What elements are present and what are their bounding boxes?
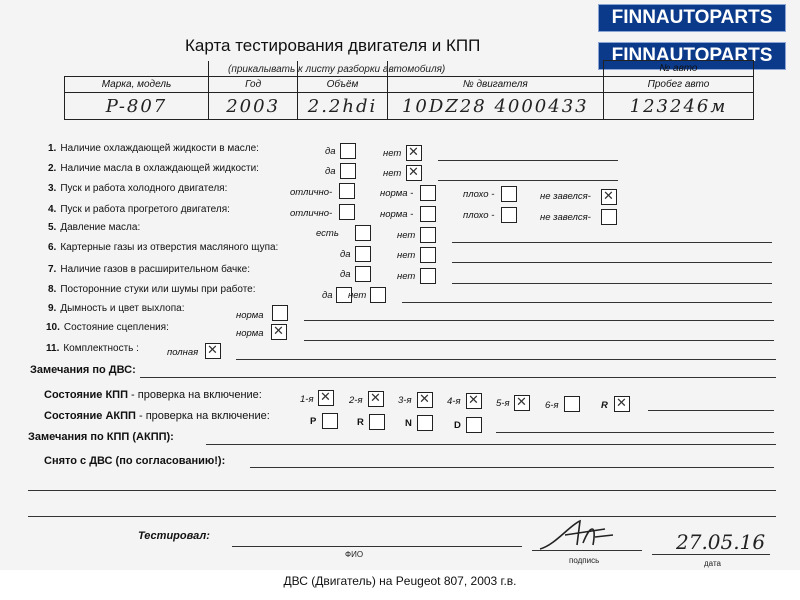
gear-5-label: 5-я	[496, 398, 510, 409]
akpp-state-label: Состояние АКПП - проверка на включение:	[44, 410, 270, 422]
remarks-kpp-label: Замечания по КПП (АКПП):	[28, 431, 174, 443]
question-4: 4. Пуск и работа прогретого двигателя:	[48, 204, 230, 215]
checkbox-q5-net[interactable]	[420, 227, 436, 243]
checkbox-q4-norma[interactable]	[420, 206, 436, 222]
model-value: P-807	[65, 93, 209, 120]
checkbox-q4-otlichno[interactable]	[339, 204, 355, 220]
checkbox-q7-net[interactable]	[420, 268, 436, 284]
checkbox-q3-norma[interactable]	[420, 185, 436, 201]
option-ne-zavelsya: не завелся-	[540, 212, 591, 223]
option-net: нет	[348, 290, 367, 301]
checkbox-q3-ploho[interactable]	[501, 186, 517, 202]
watermark-text: FINNAUTOPARTS	[611, 45, 773, 66]
gear-2-label: 2-я	[349, 395, 363, 406]
date-value: 27.05.16	[676, 530, 766, 554]
volume-value: 2.2hdi	[298, 93, 387, 120]
answer-line	[304, 320, 774, 321]
mileage-header: Пробег авто	[603, 77, 753, 93]
gear-r-label: R	[601, 400, 608, 411]
checkbox-q1-da[interactable]	[340, 143, 356, 159]
checkbox-gear-5[interactable]	[514, 395, 530, 411]
option-da: да	[340, 269, 351, 280]
checkbox-gear-3[interactable]	[417, 392, 433, 408]
answer-line	[236, 359, 776, 360]
option-da: да	[325, 166, 336, 177]
question-5: 5. Давление масла:	[48, 222, 141, 233]
answer-line	[438, 160, 618, 161]
akpp-r-label: R	[357, 417, 364, 428]
option-da: да	[325, 146, 336, 157]
auto-no-header: № авто	[603, 61, 753, 77]
question-10: 10. Состояние сцепления:	[46, 322, 169, 333]
tested-by-label: Тестировал:	[138, 530, 210, 542]
answer-line	[452, 283, 772, 284]
header-table	[64, 60, 754, 120]
answer-line	[452, 242, 772, 243]
question-8: 8. Посторонние стуки или шумы при работе:	[48, 284, 256, 295]
watermark-text: FINNAUTOPARTS	[611, 7, 773, 28]
volume-header: Объём	[298, 77, 387, 93]
checkbox-akpp-r[interactable]	[369, 414, 385, 430]
checkbox-q6-da[interactable]	[355, 246, 371, 262]
checkbox-q6-net[interactable]	[420, 247, 436, 263]
answer-line	[304, 340, 774, 341]
option-net: нет	[383, 168, 402, 179]
checkbox-akpp-d[interactable]	[466, 417, 482, 433]
checkbox-q3-otlichno[interactable]	[339, 183, 355, 199]
fio-line	[232, 546, 522, 547]
question-7: 7. Наличие газов в расширительном бачке:	[48, 264, 251, 275]
engine-no-header: № двигателя	[387, 77, 603, 93]
blank-line	[28, 516, 776, 517]
question-2: 2. Наличие масла в охлаждающей жидкости:	[48, 163, 259, 174]
checkbox-gear-r[interactable]	[614, 396, 630, 412]
checkbox-gear-4[interactable]	[466, 393, 482, 409]
question-6: 6. Картерные газы из отверстия масляного щупа:	[48, 242, 279, 253]
date-caption: дата	[704, 559, 721, 568]
checkbox-gear-6[interactable]	[564, 396, 580, 412]
checkbox-q8-net[interactable]	[370, 287, 386, 303]
year-value: 2003	[208, 93, 297, 120]
checkbox-q3-ne-zavelsya[interactable]	[601, 189, 617, 205]
option-norma: норма -	[380, 209, 414, 220]
option-otlichno: отлично-	[290, 187, 333, 198]
checkbox-q7-da[interactable]	[355, 266, 371, 282]
akpp-n-label: N	[405, 418, 412, 429]
option-da: да	[340, 249, 351, 260]
checkbox-q10-norma[interactable]	[271, 324, 287, 340]
card-title: Карта тестирования двигателя и КПП	[185, 36, 481, 55]
kpp-state-label: Состояние КПП - проверка на включение:	[44, 389, 262, 401]
checkbox-q9-norma[interactable]	[272, 305, 288, 321]
gear-4-label: 4-я	[447, 396, 461, 407]
answer-line	[438, 180, 618, 181]
akpp-answer-line	[496, 432, 774, 433]
answer-line	[402, 302, 772, 303]
watermark-logo-top	[598, 4, 786, 32]
checkbox-q4-ploho[interactable]	[501, 207, 517, 223]
removed-label: Снято с ДВС (по согласованию!):	[44, 455, 226, 467]
question-11: 11. Комплектность :	[46, 343, 139, 354]
akpp-d-label: D	[454, 420, 461, 431]
checkbox-q4-ne-zavelsya[interactable]	[601, 209, 617, 225]
checkbox-q5-est[interactable]	[355, 225, 371, 241]
question-3: 3. Пуск и работа холодного двигателя:	[48, 183, 228, 194]
option-norma: норма	[236, 328, 264, 339]
option-polnaya: полная	[167, 347, 199, 358]
option-otlichno: отлично-	[290, 208, 333, 219]
signature-caption: подпись	[569, 556, 600, 565]
image-caption: ДВС (Двигатель) на Peugeot 807, 2003 г.в.	[283, 574, 517, 588]
year-header: Год	[208, 77, 297, 93]
checkbox-q11-polnaya[interactable]	[205, 343, 221, 359]
handwritten-signature	[535, 515, 615, 555]
gear-3-label: 3-я	[398, 395, 412, 406]
option-net: нет	[383, 148, 402, 159]
option-net: нет	[397, 250, 416, 261]
removed-line	[250, 467, 774, 468]
mileage-value: 123246м	[603, 93, 753, 120]
gear-6-label: 6-я	[545, 400, 559, 411]
option-da: да	[322, 290, 333, 301]
option-norma: норма -	[380, 188, 414, 199]
remarks-engine-label: Замечания по ДВС:	[30, 364, 136, 376]
option-ploho: плохо -	[463, 189, 495, 200]
card-subtitle: (прикалывать к листу разборки автомобиля)	[228, 64, 446, 75]
engine-no-value: 10DZ28 4000433	[387, 93, 603, 120]
model-header: Марка, модель	[65, 77, 209, 93]
option-est: есть	[316, 228, 339, 239]
checkbox-q2-net[interactable]	[406, 165, 422, 181]
remarks-engine-line	[140, 377, 776, 378]
checkbox-q2-da[interactable]	[340, 163, 356, 179]
option-net: нет	[397, 230, 416, 241]
gear-1-label: 1-я	[300, 394, 314, 405]
date-line	[652, 554, 770, 555]
question-1: 1. Наличие охлаждающей жидкости в масле:	[48, 143, 259, 154]
checkbox-gear-2[interactable]	[368, 391, 384, 407]
checkbox-gear-1[interactable]	[318, 390, 334, 406]
blank-line	[28, 490, 776, 491]
option-net: нет	[397, 271, 416, 282]
remarks-kpp-line	[206, 444, 776, 445]
option-ploho: плохо -	[463, 210, 495, 221]
option-ne-zavelsya: не завелся-	[540, 191, 591, 202]
option-norma: норма	[236, 310, 264, 321]
kpp-answer-line	[648, 410, 774, 411]
fio-caption: ФИО	[345, 550, 364, 559]
answer-line	[452, 262, 772, 263]
checkbox-q1-net[interactable]	[406, 145, 422, 161]
akpp-p-label: P	[310, 416, 317, 427]
question-9: 9. Дымность и цвет выхлопа:	[48, 303, 185, 314]
checkbox-akpp-n[interactable]	[417, 415, 433, 431]
checkbox-akpp-p[interactable]	[322, 413, 338, 429]
